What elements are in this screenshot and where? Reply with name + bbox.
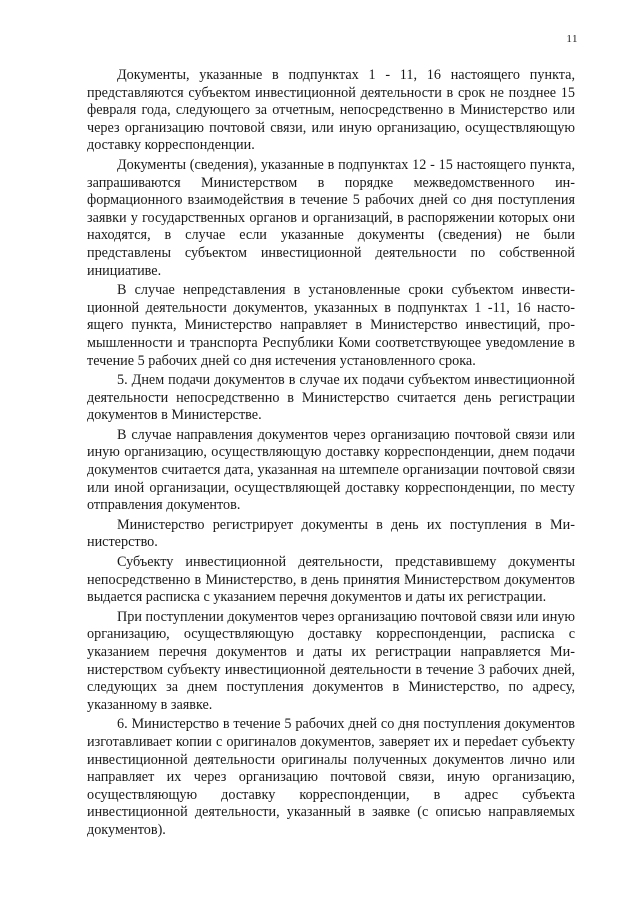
paragraph-receipt-postal: При поступлении документов через организацию почтовой связи или иную организацию, осуществляющую доставку корреспонденции, расписка с указанием перечня документов и даты их регистрации направляется Министерством субъекту инвестиционной деятельности в течение 3 рабочих дней, следующих за днем поступления документов в Министерство, по адресу, указанному в заявке. bbox=[87, 608, 575, 713]
page-number: 11 bbox=[566, 33, 578, 45]
paragraph-receipt-direct: Субъекту инвестиционной деятельности, представившему документы непосредственно в Министерство, в день принятия Министерством документов выдается расписка с указанием перечня документов и даты их регистрации. bbox=[87, 554, 575, 606]
paragraph-non-submission: В случае непредставления в установленные сроки субъектом инвестиционной деятельности документов, указанных в подпунктах 1 -11, 16 настоящего пункта, Министерство направляет в Министерство инвестиций, промышленности и транспорта Республики Коми соответствующее уведомление в течение 5 рабочих дней со дня истечения установленного срока. bbox=[87, 282, 575, 369]
paragraph-registration: Министерство регистрирует документы в день их поступления в Министерство. bbox=[87, 516, 575, 551]
paragraph-postal-submission: В случае направления документов через организацию почтовой связи или иную организацию, осуществляющую доставку корреспонденции, днем подачи документов считается дата, указанная на штемпеле организации почтовой связи или иной организации, осуществляющей доставку корреспонденции, по месту отправления документов. bbox=[87, 426, 575, 514]
paragraph-item-5-submission-day: 5. Днем подачи документов в случае их подачи субъектом инвестиционной деятельности непосредственно в Министерство считается день регистрации документов в Министерстве. bbox=[87, 372, 575, 424]
document-body bbox=[87, 67, 575, 840]
paragraph-item-6-copies: 6. Министерство в течение 5 рабочих дней со дня поступления документов изготавливает копии с оригиналов документов, заверяет их и переdает субъекту инвестиционной деятельности оригиналы полученных документов лично или направляет их через организацию почтовой связи, иную организацию, осуществляющую доставку корреспонденции, в адрес субъекта инвестиционной деятельности, указанный в заявке (с описью направляемых документов). bbox=[87, 716, 575, 838]
paragraph-interagency-request: Документы (сведения), указанные в подпунктах 12 - 15 настоящего пункта, запрашиваются Министерством в порядке межведомственного информационного взаимодействия в течение 5 рабочих дней со дня поступления заявки у государственных органов и организаций, в распоряжении которых они находятся, в случае если указанные документы (сведения) не были представлены субъектом инвестиционной деятельности по собственной инициативе. bbox=[87, 156, 575, 279]
paragraph-documents-deadline: Документы, указанные в подпунктах 1 - 11, 16 настоящего пункта, представляются субъектом инвестиционной деятельности в срок не позднее 15 февраля года, следующего за отчетным, непосредственно в Министерство или через организацию почтовой связи, или иную организацию, осуществляющую доставку корреспонденции. bbox=[87, 67, 575, 154]
